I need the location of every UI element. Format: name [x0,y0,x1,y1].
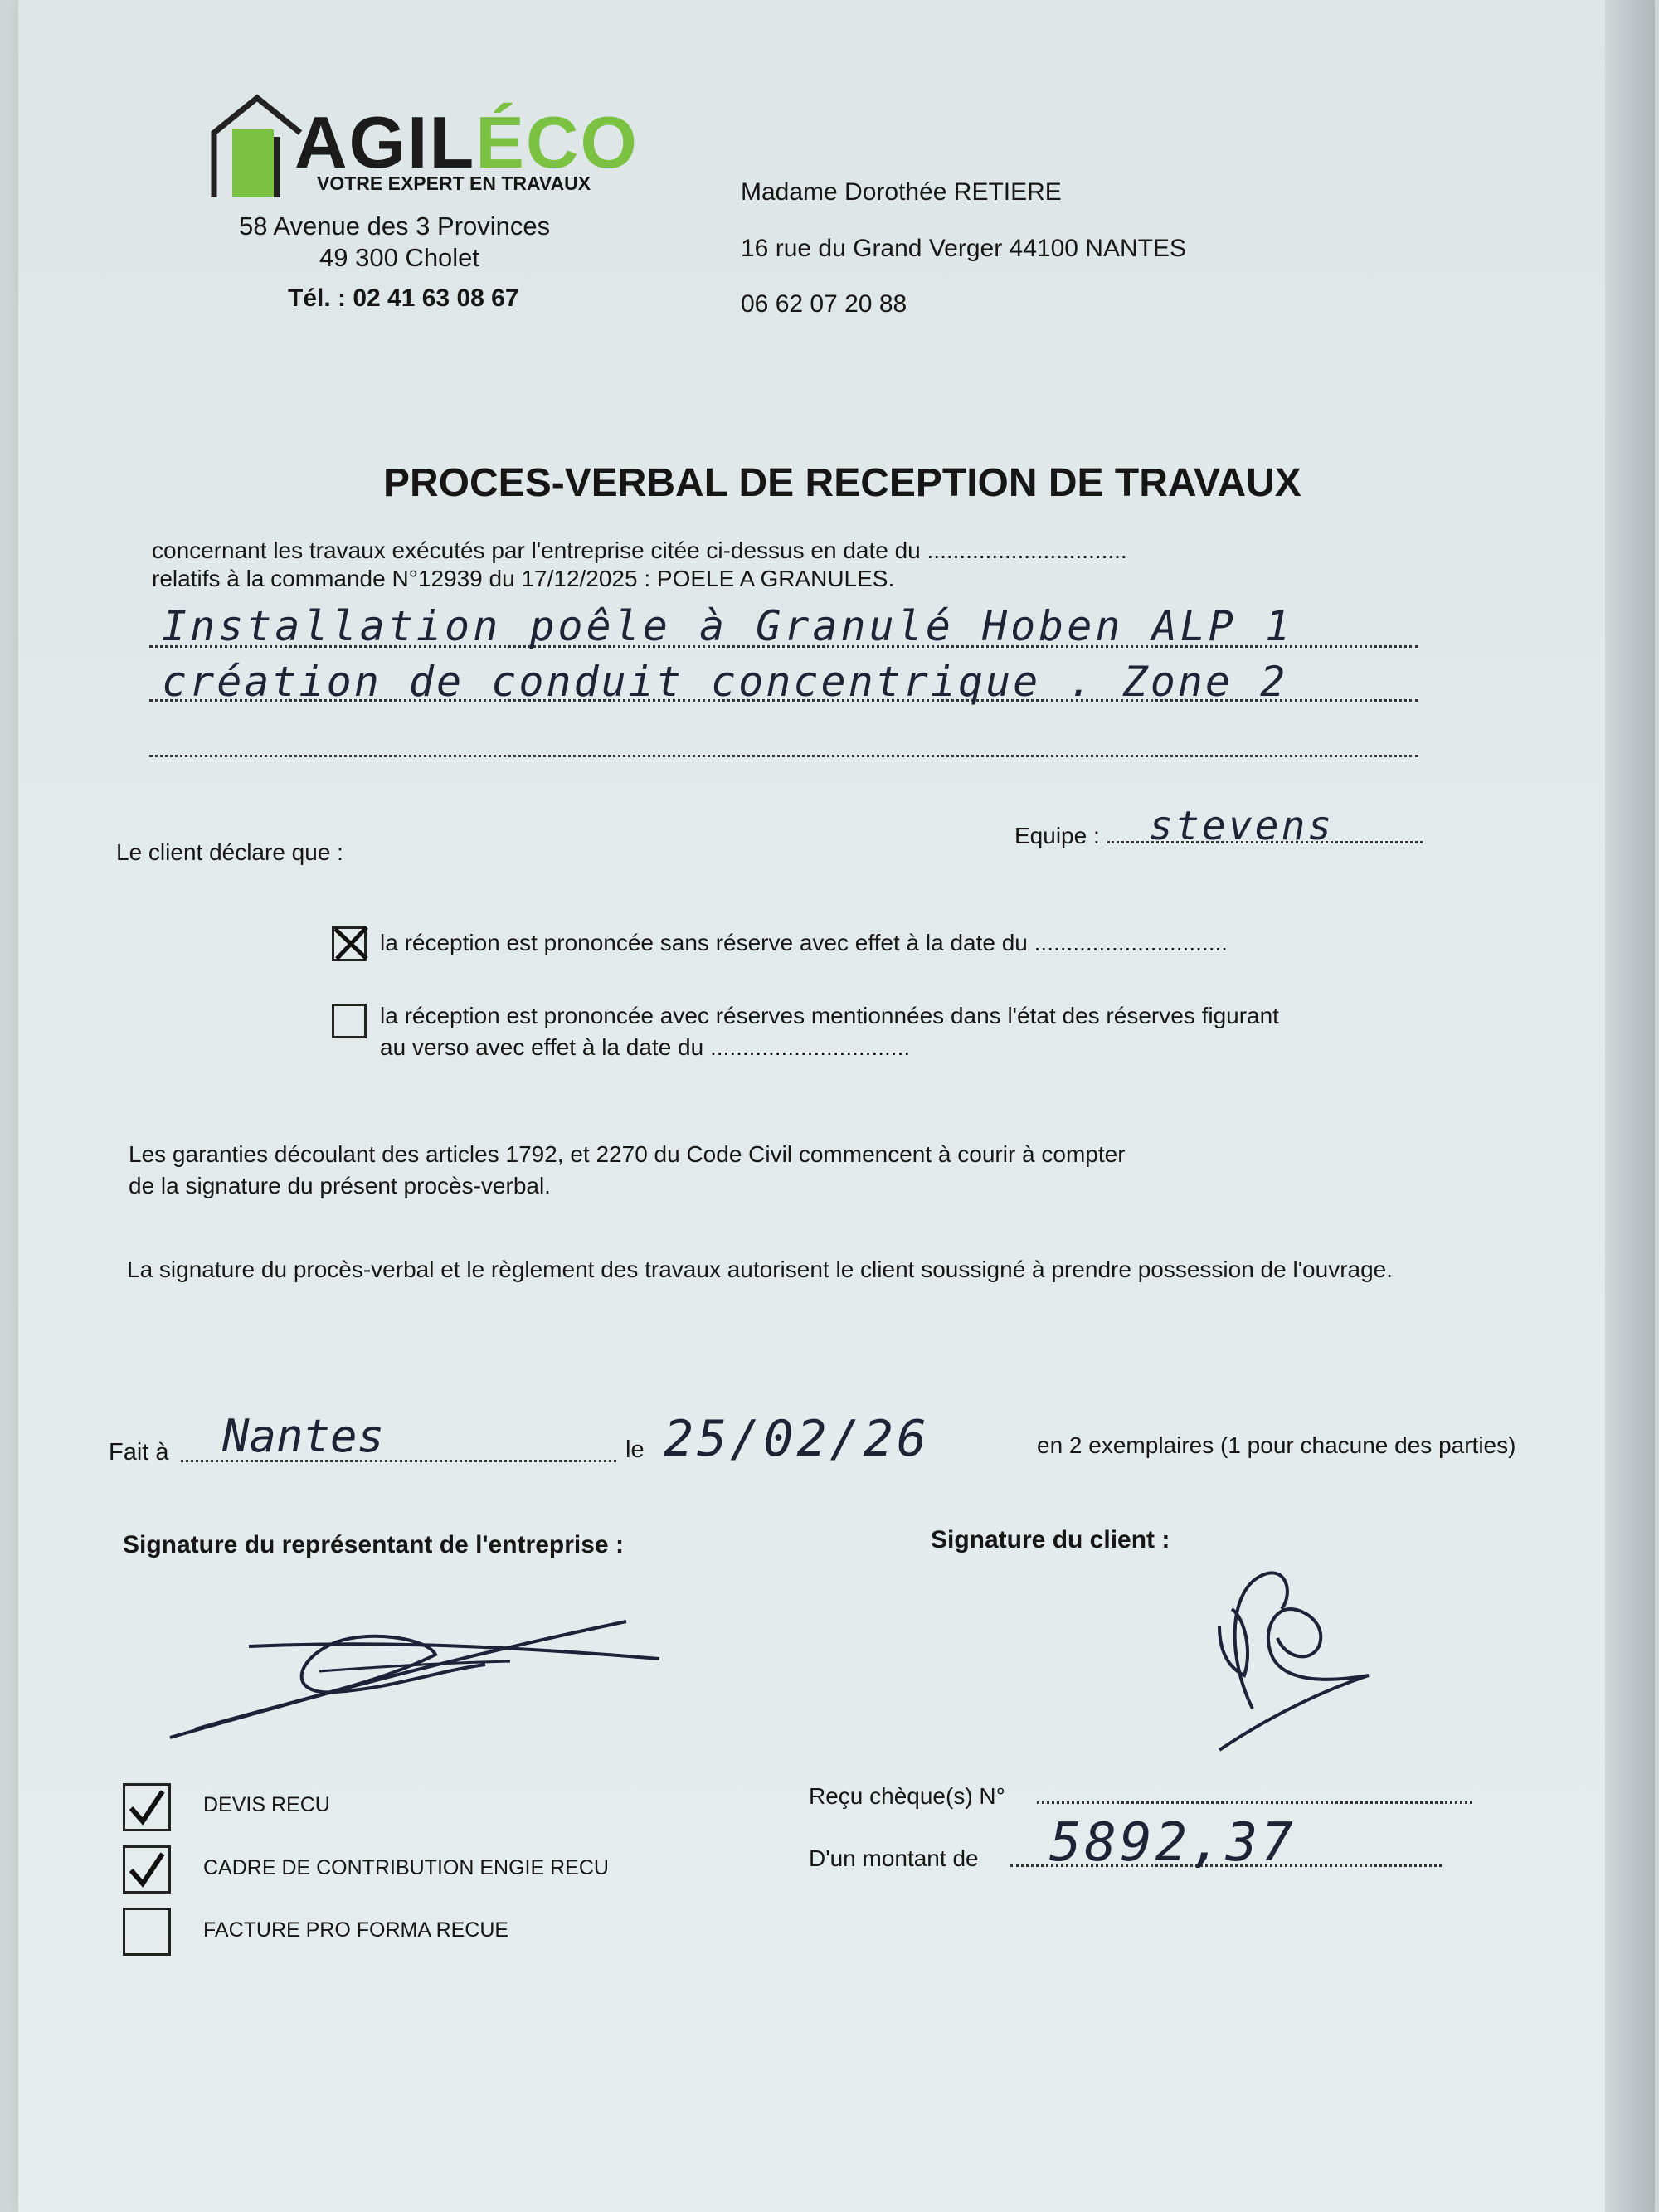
work-line3-dots [149,755,1418,757]
logo-text-agil: AGIL [294,101,476,183]
team-label: Equipe : [1014,823,1100,848]
fait-a-label: Fait à [109,1439,169,1466]
check-icon [124,1847,169,1892]
client-address: 16 rue du Grand Verger 44100 NANTES [741,235,1186,262]
handwritten-place: Nantes [222,1410,385,1462]
amount-label: D'un montant de [809,1845,979,1871]
work-description-line1: Installation poêle à Granulé Hoben ALP 1 [162,602,1294,650]
company-logo-text [294,101,639,183]
company-address-line2: 49 300 Cholet [319,243,480,272]
client-signature [1194,1559,1394,1758]
company-address-line1: 58 Avenue des 3 Provinces [239,211,551,241]
checklist-item-cadre: CADRE DE CONTRIBUTION ENGIE RECU [203,1856,609,1879]
guarantees-line2: de la signature du présent procès-verbal. [129,1173,551,1198]
client-phone: 06 62 07 20 88 [741,290,907,318]
possession-statement: La signature du procès-verbal et le règlement des travaux autorisent le client soussigné à prendre possession de l'ouvrage. [127,1257,1394,1282]
checklist-item-devis: DEVIS RECU [203,1793,330,1816]
check-icon [124,1785,169,1830]
company-tagline: VOTRE EXPERT EN TRAVAUX [317,173,591,194]
option2-label-line2: au verso avec effet à la date du ............................... [380,1034,911,1060]
guarantees-line1: Les garanties découlant des articles 1792, et 2270 du Code Civil commencent à courir à compter [129,1141,1126,1167]
client-name: Madame Dorothée RETIERE [741,178,1062,206]
logo-text-eco: ÉCO [475,101,639,183]
page-edge-shadow [1605,0,1655,2212]
cross-icon [330,922,372,964]
company-signature-label: Signature du représentant de l'entreprise : [123,1531,624,1558]
handwritten-date: 25/02/26 [664,1410,930,1468]
team-name: stevens [1149,803,1335,849]
le-label: le [625,1437,645,1463]
page-title: PROCES-VERBAL DE RECEPTION DE TRAVAUX [383,461,1301,505]
cheque-number-label: Reçu chèque(s) N° [809,1783,1005,1809]
intro-line1: concernant les travaux exécutés par l'entreprise citée ci-dessus en date du ............................... [152,537,1127,563]
option2-checkbox[interactable] [332,1004,367,1038]
company-phone: Tél. : 02 41 63 08 67 [288,284,519,312]
handwritten-amount: 5892,37 [1049,1812,1297,1874]
work-description-line2: création de conduit concentrique . Zone 2 [162,658,1288,706]
intro-line2: relatifs à la commande N°12939 du 17/12/2025 : POELE A GRANULES. [152,566,895,591]
client-signature-label: Signature du client : [931,1526,1170,1553]
house-logo-icon [207,91,307,199]
copies-statement: en 2 exemplaires (1 pour chacune des parties) [1037,1432,1516,1458]
facture-pro-forma-checkbox[interactable] [123,1908,171,1956]
company-signature [162,1605,676,1746]
client-declares-label: Le client déclare que : [116,839,343,865]
option2-label-line1: la réception est prononcée avec réserves mentionnées dans l'état des réserves figurant [380,1003,1279,1028]
checklist-item-facture: FACTURE PRO FORMA RECUE [203,1918,509,1942]
option1-label: la réception est prononcée sans réserve avec effet à la date du .............................. [380,930,1228,955]
cheque-number-dots [1037,1801,1472,1804]
